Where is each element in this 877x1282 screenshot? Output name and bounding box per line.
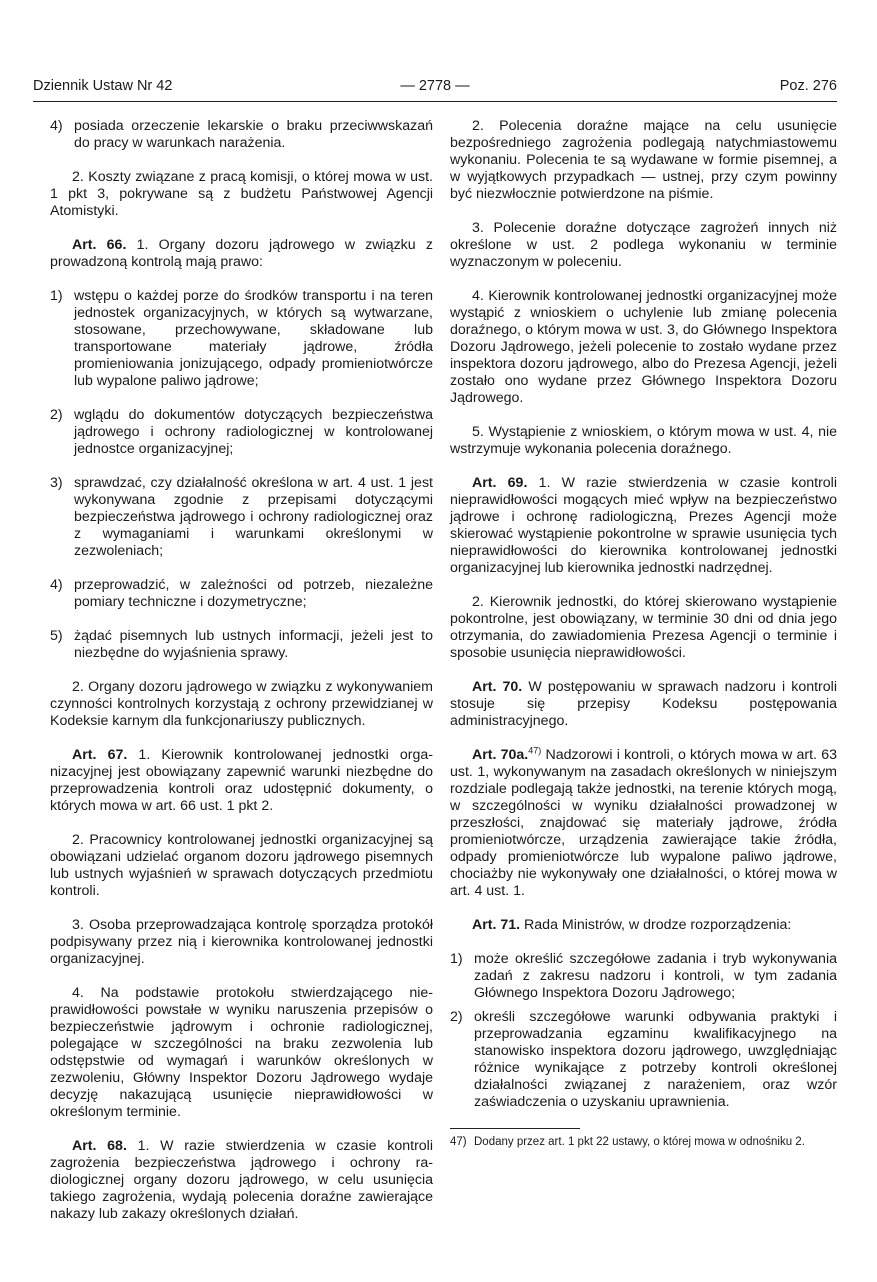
article-text: 1. Organy dozoru jądrowego w związku z prowadzoną kontrolą mają prawo: [50, 237, 433, 270]
right-column [450, 118, 837, 1149]
paragraph: 2. Pracownicy kontrolowanej jednostki organizacyjnej są obowiązani udzielać organom dozoru jądrowego pisemnych lub ustnych wyjaśnień w sprawach dotyczących przedmiotu kontroli. [50, 832, 433, 899]
paragraph: 2. Organy dozoru jądrowego w związku z wykonywaniem czynności kontrolnych korzystają z ochrony przewidzianej w Kodeksie karnym dla funkcjonariuszy publicznych. [50, 679, 433, 729]
article-text: 1. W razie stwierdzenia w czasie kontroli nieprawidłowości mogących mieć wpływ na bezpieczeństwo jądrowe i ochronę radiologiczną, Prezes Agencji może skierować wystąpienie pokontrolne w sprawie usunięcia tych nieprawidłowości do kierownika kontrolowanej jednostki organizacyjnej lub kierownika jednostki nadrzędnej. [450, 475, 837, 576]
article-68 [50, 1138, 433, 1223]
article-text: Rada Ministrów, w drodze rozporządzenia: [520, 917, 792, 933]
article-label: Art. 68. [72, 1138, 127, 1154]
article-67 [50, 747, 433, 815]
article-70a [450, 747, 837, 900]
article-66 [50, 237, 433, 271]
item-text: żądać pisemnych lub ustnych informacji, jeżeli jest to niezbędne do wyjaśnienia sprawy. [74, 628, 433, 661]
footnote-text: Dodany przez art. 1 pkt 22 ustawy, o której mowa w odnośniku 2. [474, 1136, 805, 1148]
footnote-rule [450, 1128, 580, 1129]
position-number: Poz. 276 [779, 78, 837, 94]
item-number: 2) [450, 1009, 463, 1025]
article-text: W postępowaniu w sprawach nadzoru i kontroli stosuje się przepisy Kodeksu postępowania administracyjnego. [450, 679, 837, 729]
item-text: określi szczegółowe warunki odbywania praktyki i przeprowadzania egzaminu kwalifikacyjnego na stanowisko inspektora dozoru jądrowego, uwzględniając różnice wynikające z potrzeby kontroli określonej działalności związanej z narażeniem, oraz wzór zaświadczenia o uzyskaniu uprawnienia. [474, 1009, 837, 1110]
list-item [450, 1009, 837, 1111]
article-label: Art. 67. [72, 747, 128, 763]
article-label: Art. 71. [472, 917, 521, 933]
article-label: Art. 70. [472, 679, 523, 695]
list-item [50, 407, 433, 458]
list-item [50, 577, 433, 611]
journal-title: Dziennik Ustaw Nr 42 [33, 78, 173, 94]
list-item [50, 475, 433, 560]
article-label: Art. 69. [472, 475, 528, 491]
paragraph: 2. Koszty związane z pracą komisji, o której mowa w ust. 1 pkt 3, pokrywane są z budżetu Państwowej Agencji Atomistyki. [50, 169, 433, 219]
article-69 [450, 475, 837, 577]
page-header [33, 78, 837, 100]
paragraph: 4. Na podstawie protokołu stwierdzającego nieprawidłowości powstałe w wyniku naruszenia przepisów o bezpieczeństwie jądrowym i ochronie radiologicznej, polegające w szczególności na braku zezwolenia lub odstępstwie od wymagań i warunków określonych w zezwoleniu, Główny Inspektor Dozoru Jądrowego wydaje decyzję nakazującą usunięcie nieprawidłowości w określonym terminie. [50, 985, 433, 1120]
left-column [50, 118, 433, 1240]
paragraph: 2. Kierownik jednostki, do której skierowano wystąpienie pokontrolne, jest obowiązany, w terminie 30 dni od dnia jego otrzymania, do zawiadomienia Prezesa Agencji o terminie i sposobie usunięcia nieprawidłowości. [450, 594, 837, 661]
paragraph: 3. Polecenie doraźne dotyczące zagrożeń innych niż określone w ust. 2 podlega wykonaniu w terminie wyznaczonym w poleceniu. [450, 220, 837, 270]
footnote-ref: 47) [528, 745, 542, 756]
article-70 [450, 679, 837, 730]
item-number: 3) [50, 475, 63, 491]
item-text: wglądu do dokumentów dotyczących bezpieczeństwa jądrowego i ochrony radiologicznej w kontrolowanej jednostce organizacyjnej; [74, 407, 433, 457]
item-text: może określić szczegółowe zadania i tryb wykonywania zadań z zakresu nadzoru i kontroli, w tym zadania Głównego Inspektora Dozoru Jądrowego; [474, 951, 837, 1001]
item-text: sprawdzać, czy działalność określona w art. 4 ust. 1 jest wykonywana zgodnie z przepisami dotyczącymi bezpieczeństwa jądrowego i ochrony radiologicznej oraz z wymaganiami i warunkami określonymi w zezwoleniach; [74, 475, 433, 559]
item-number: 4) [50, 577, 63, 593]
paragraph: 3. Osoba przeprowadzająca kontrolę sporządza protokół podpisywany przez nią i kierownika kontrolowanej jednostki organizacyjnej. [50, 917, 433, 967]
footnote-number: 47) [450, 1136, 467, 1148]
header-rule [33, 101, 837, 102]
article-71 [450, 917, 837, 934]
list-item [450, 951, 837, 1002]
item-number: 5) [50, 628, 63, 644]
item-number: 1) [50, 288, 63, 304]
item-number: 1) [450, 951, 463, 967]
page-number: — 2778 — [400, 78, 470, 94]
article-label: Art. 66. [72, 237, 127, 253]
list-item [50, 118, 433, 152]
paragraph: 5. Wystąpienie z wnioskiem, o którym mowa w ust. 4, nie wstrzymuje wykonania polecenia doraźnego. [450, 424, 837, 457]
item-text: posiada orzeczenie lekarskie o braku przeciwwskazań do pracy w warunkach narażenia. [74, 118, 433, 151]
item-number: 4) [50, 118, 63, 134]
item-text: wstępu o każdej porze do środków transportu i na teren jednostek organizacyjnych, w których są wytwarzane, stosowane, przechowywane, składowane lub transportowane materiały jądrowe, źródła promieniowania jonizującego, odpady promieniotwórcze lub wypalone paliwo jądrowe; [74, 288, 433, 389]
paragraph: 2. Polecenia doraźne mające na celu usunięcie bezpośredniego zagrożenia podlegają natychmiastowemu wykonaniu. Polecenia te są wydawane w formie pisemnej, a w wyjątkowych przypadkach — ustnej, przy czym powinny być niezwłocznie potwierdzone na piśmie. [450, 118, 837, 202]
article-text: Nadzorowi i kontroli, o których mowa w art. 63 ust. 1, wykonywanym na zasadach określonych w niniejszym rozdziale podlegają także jednostki, na terenie których mogą, w szczególności w wyniku działalności prowadzonej w przeszłości, znajdować się materiały jądrowe, źródła promieniotwórcze, urządzenia zawierające takie źródła, odpady promieniotwórcze lub wypalone paliwo jądrowe, chociażby nie wykonywały one działalności, o której mowa w art. 4 ust. 1. [450, 747, 837, 899]
paragraph: 4. Kierownik kontrolowanej jednostki organizacyjnej może wystąpić z wnioskiem o uchylenie lub zmianę polecenia doraźnego, o którym mowa w ust. 3, do Głównego Inspektora Dozoru Jądrowego, jeżeli polecenie to zostało wydane przez inspektora dozoru jądrowego, albo do Prezesa Agencji, jeżeli zostało ono wydane przez Głównego Inspektora Dozoru Jądrowego. [450, 288, 837, 406]
article-label: Art. 70a. [472, 747, 529, 763]
item-text: przeprowadzić, w zależności od potrzeb, niezależne pomiary techniczne i dozymetryczne; [74, 577, 433, 610]
article-text: 1. Kierownik kontrolowanej jednostki organizacyjnej jest obowiązany zapewnić warunki niezbędne do przeprowadzenia kontroli oraz udostępnić dokumenty, o których mowa w art. 66 ust. 1 pkt 2. [50, 747, 433, 814]
list-item [50, 288, 433, 390]
list-item [50, 628, 433, 662]
footnote [450, 1135, 837, 1149]
item-number: 2) [50, 407, 63, 423]
article-text: 1. W razie stwierdzenia w czasie kontroli zagrożenia bezpieczeństwa jądrowego i ochrony radiologicznej organy dozoru jądrowego, w celu usunięcia takiego zagrożenia, wydają polecenia doraźne zawierające nakazy lub zakazy określonych działań. [50, 1138, 433, 1222]
